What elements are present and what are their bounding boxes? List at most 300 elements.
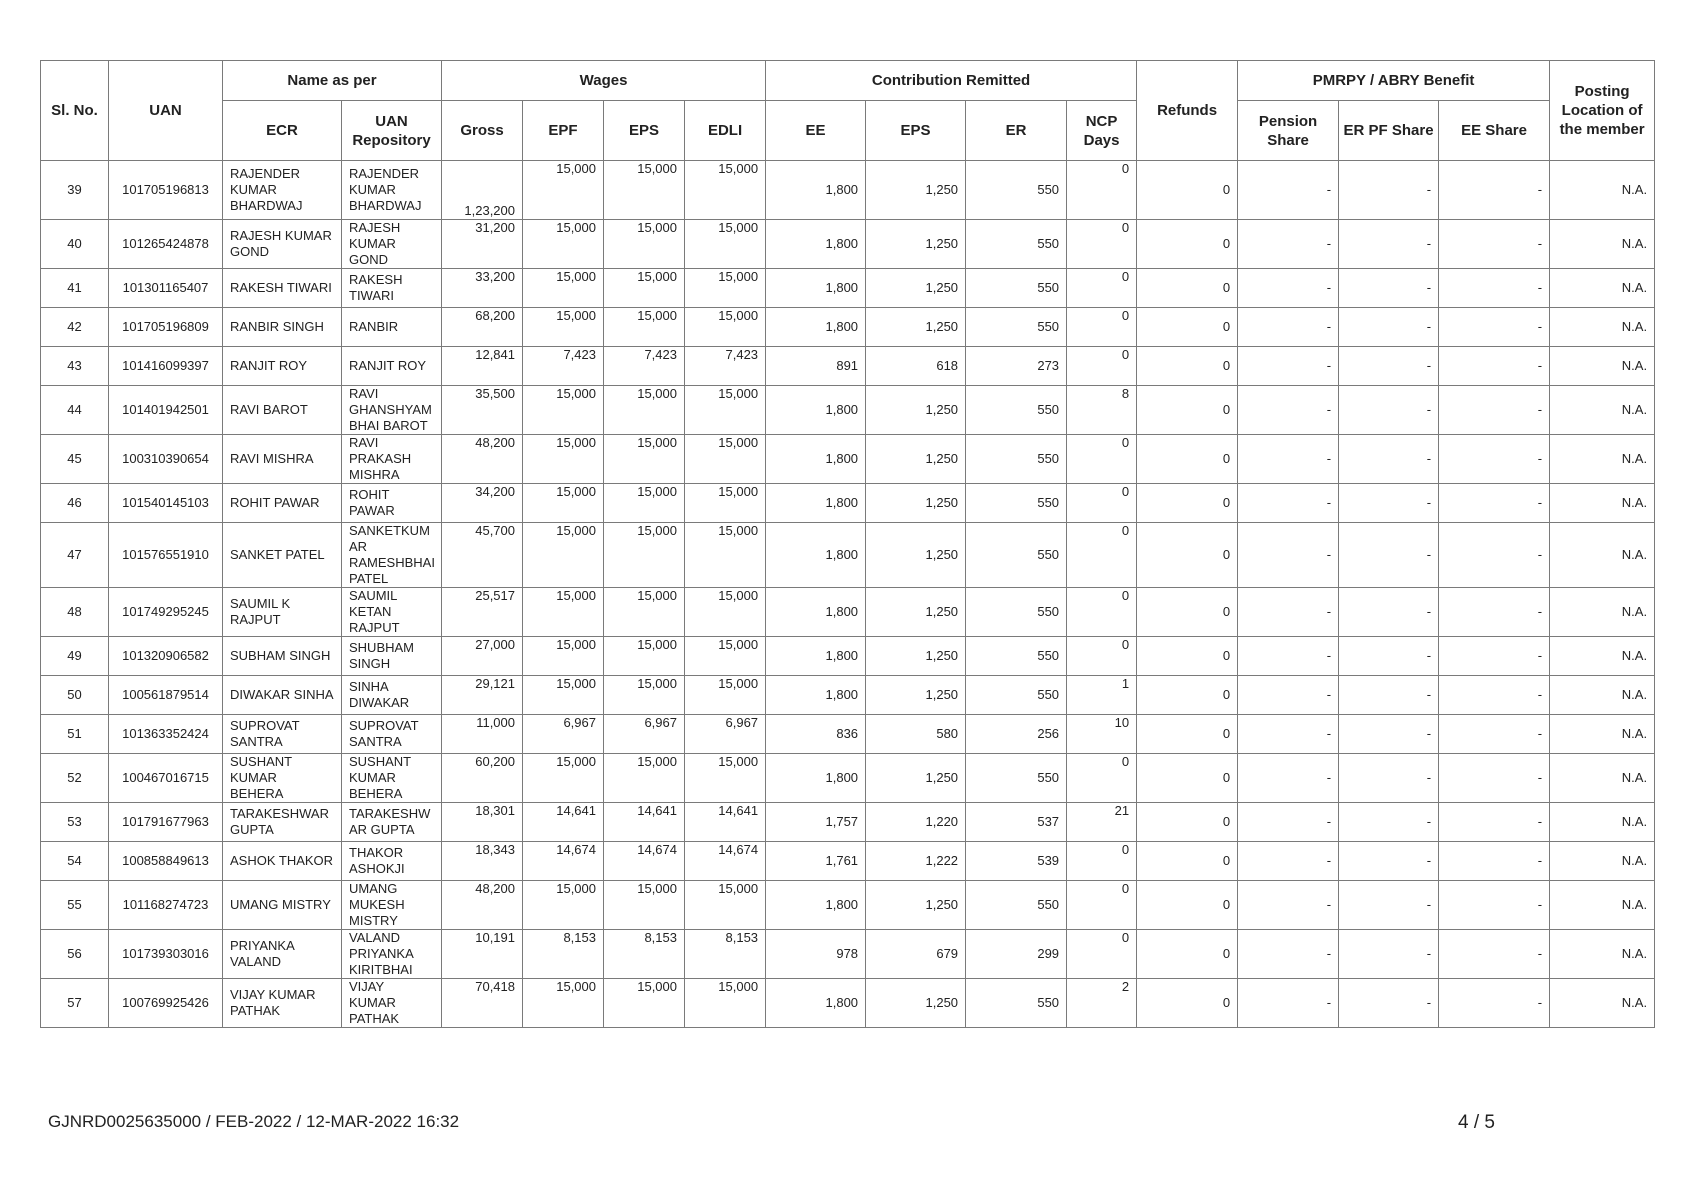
cell-er-pf-share: - [1339, 930, 1439, 979]
cell-edli: 15,000 [685, 523, 766, 588]
cell-refunds: 0 [1137, 754, 1238, 803]
cell-sl-no: 46 [41, 484, 109, 523]
col-er-pf-share: ER PF Share [1339, 101, 1439, 161]
cell-eps-contribution: 1,250 [866, 754, 966, 803]
cell-er-pf-share: - [1339, 435, 1439, 484]
cell-epf: 15,000 [523, 588, 604, 637]
cell-eps: 15,000 [604, 754, 685, 803]
cell-sl-no: 39 [41, 161, 109, 220]
cell-sl-no: 56 [41, 930, 109, 979]
cell-pension-share: - [1238, 588, 1339, 637]
cell-uan: 101749295245 [109, 588, 223, 637]
cell-eps: 15,000 [604, 386, 685, 435]
col-eps-contribution: EPS [866, 101, 966, 161]
cell-posting-location: N.A. [1550, 881, 1655, 930]
cell-epf: 15,000 [523, 523, 604, 588]
table-row [41, 637, 1655, 676]
cell-er: 550 [966, 588, 1067, 637]
cell-ee: 1,800 [766, 161, 866, 220]
cell-sl-no: 53 [41, 803, 109, 842]
cell-eps-contribution: 1,250 [866, 220, 966, 269]
cell-pension-share: - [1238, 435, 1339, 484]
cell-edli: 14,674 [685, 842, 766, 881]
cell-uan: 101320906582 [109, 637, 223, 676]
cell-epf: 7,423 [523, 347, 604, 386]
cell-refunds: 0 [1137, 676, 1238, 715]
table-row [41, 930, 1655, 979]
cell-edli: 15,000 [685, 588, 766, 637]
cell-ee-share: - [1439, 347, 1550, 386]
cell-er-pf-share: - [1339, 308, 1439, 347]
cell-edli: 15,000 [685, 881, 766, 930]
cell-er: 537 [966, 803, 1067, 842]
cell-pension-share: - [1238, 930, 1339, 979]
cell-edli: 6,967 [685, 715, 766, 754]
cell-posting-location: N.A. [1550, 754, 1655, 803]
table-row [41, 715, 1655, 754]
cell-pension-share: - [1238, 979, 1339, 1028]
cell-uan: 100858849613 [109, 842, 223, 881]
cell-pension-share: - [1238, 881, 1339, 930]
cell-eps-contribution: 679 [866, 930, 966, 979]
cell-epf: 15,000 [523, 220, 604, 269]
cell-uan: 100467016715 [109, 754, 223, 803]
cell-sl-no: 50 [41, 676, 109, 715]
cell-posting-location: N.A. [1550, 523, 1655, 588]
cell-sl-no: 52 [41, 754, 109, 803]
cell-er: 550 [966, 435, 1067, 484]
cell-epf: 15,000 [523, 308, 604, 347]
cell-ee-share: - [1439, 979, 1550, 1028]
cell-refunds: 0 [1137, 161, 1238, 220]
table-row [41, 842, 1655, 881]
cell-epf: 15,000 [523, 269, 604, 308]
cell-ncp-days: 0 [1067, 484, 1137, 523]
cell-er-pf-share: - [1339, 588, 1439, 637]
cell-uan-repository-name: SAUMIL KETAN RAJPUT [342, 588, 442, 637]
cell-ecr-name: DIWAKAR SINHA [223, 676, 342, 715]
cell-er-pf-share: - [1339, 881, 1439, 930]
cell-ncp-days: 10 [1067, 715, 1137, 754]
cell-uan-repository-name: SHUBHAM SINGH [342, 637, 442, 676]
cell-refunds: 0 [1137, 637, 1238, 676]
cell-ecr-name: SANKET PATEL [223, 523, 342, 588]
cell-gross: 27,000 [442, 637, 523, 676]
col-posting-location: Posting Location of the member [1550, 61, 1655, 161]
cell-er: 550 [966, 523, 1067, 588]
col-gross: Gross [442, 101, 523, 161]
cell-posting-location: N.A. [1550, 715, 1655, 754]
cell-eps: 14,674 [604, 842, 685, 881]
cell-uan-repository-name: VIJAY KUMAR PATHAK [342, 979, 442, 1028]
cell-eps: 15,000 [604, 161, 685, 220]
cell-ncp-days: 0 [1067, 842, 1137, 881]
cell-uan-repository-name: RAJENDER KUMAR BHARDWAJ [342, 161, 442, 220]
cell-ee: 891 [766, 347, 866, 386]
cell-refunds: 0 [1137, 347, 1238, 386]
cell-eps: 15,000 [604, 269, 685, 308]
table-row [41, 588, 1655, 637]
cell-ee: 1,800 [766, 881, 866, 930]
group-pmrpy-abry: PMRPY / ABRY Benefit [1238, 61, 1550, 101]
cell-ee: 1,800 [766, 754, 866, 803]
cell-uan: 100561879514 [109, 676, 223, 715]
cell-sl-no: 47 [41, 523, 109, 588]
cell-ncp-days: 0 [1067, 637, 1137, 676]
cell-ecr-name: SUSHANT KUMAR BEHERA [223, 754, 342, 803]
cell-edli: 7,423 [685, 347, 766, 386]
cell-ee: 836 [766, 715, 866, 754]
cell-er: 550 [966, 637, 1067, 676]
cell-epf: 14,641 [523, 803, 604, 842]
cell-ee-share: - [1439, 881, 1550, 930]
cell-ee-share: - [1439, 637, 1550, 676]
cell-uan: 101540145103 [109, 484, 223, 523]
cell-sl-no: 42 [41, 308, 109, 347]
cell-pension-share: - [1238, 308, 1339, 347]
cell-gross: 29,121 [442, 676, 523, 715]
cell-eps-contribution: 1,220 [866, 803, 966, 842]
cell-ncp-days: 0 [1067, 881, 1137, 930]
cell-er: 539 [966, 842, 1067, 881]
cell-sl-no: 40 [41, 220, 109, 269]
cell-epf: 15,000 [523, 161, 604, 220]
cell-posting-location: N.A. [1550, 220, 1655, 269]
cell-er: 299 [966, 930, 1067, 979]
header-row-2 [41, 101, 1655, 161]
cell-ecr-name: UMANG MISTRY [223, 881, 342, 930]
cell-edli: 15,000 [685, 676, 766, 715]
cell-ecr-name: RANJIT ROY [223, 347, 342, 386]
cell-er: 550 [966, 979, 1067, 1028]
cell-gross: 48,200 [442, 435, 523, 484]
cell-epf: 15,000 [523, 676, 604, 715]
cell-sl-no: 57 [41, 979, 109, 1028]
cell-uan: 101363352424 [109, 715, 223, 754]
table-body [41, 161, 1655, 1028]
cell-eps: 7,423 [604, 347, 685, 386]
cell-er-pf-share: - [1339, 161, 1439, 220]
cell-ee: 1,800 [766, 979, 866, 1028]
cell-uan-repository-name: ROHIT PAWAR [342, 484, 442, 523]
cell-ecr-name: RAVI BAROT [223, 386, 342, 435]
cell-er-pf-share: - [1339, 347, 1439, 386]
group-wages: Wages [442, 61, 766, 101]
cell-edli: 15,000 [685, 386, 766, 435]
footer-reference: GJNRD0025635000 / FEB-2022 / 12-MAR-2022 16:32 [48, 1112, 460, 1131]
cell-eps-contribution: 1,250 [866, 523, 966, 588]
cell-ncp-days: 0 [1067, 161, 1137, 220]
cell-pension-share: - [1238, 803, 1339, 842]
cell-sl-no: 44 [41, 386, 109, 435]
cell-ee-share: - [1439, 523, 1550, 588]
cell-ee: 1,800 [766, 523, 866, 588]
cell-eps: 15,000 [604, 979, 685, 1028]
cell-uan-repository-name: RAVI PRAKASH MISHRA [342, 435, 442, 484]
cell-ee-share: - [1439, 803, 1550, 842]
cell-edli: 15,000 [685, 269, 766, 308]
cell-uan: 100310390654 [109, 435, 223, 484]
table-row [41, 979, 1655, 1028]
cell-er-pf-share: - [1339, 637, 1439, 676]
cell-edli: 15,000 [685, 484, 766, 523]
cell-er-pf-share: - [1339, 715, 1439, 754]
cell-ee-share: - [1439, 754, 1550, 803]
col-edli: EDLI [685, 101, 766, 161]
cell-epf: 15,000 [523, 637, 604, 676]
cell-pension-share: - [1238, 637, 1339, 676]
cell-ecr-name: SUBHAM SINGH [223, 637, 342, 676]
cell-uan-repository-name: VALAND PRIYANKA KIRITBHAI [342, 930, 442, 979]
cell-epf: 15,000 [523, 979, 604, 1028]
cell-posting-location: N.A. [1550, 930, 1655, 979]
cell-posting-location: N.A. [1550, 435, 1655, 484]
col-ee: EE [766, 101, 866, 161]
cell-ee-share: - [1439, 161, 1550, 220]
cell-posting-location: N.A. [1550, 979, 1655, 1028]
cell-posting-location: N.A. [1550, 637, 1655, 676]
cell-er: 550 [966, 484, 1067, 523]
cell-ecr-name: ASHOK THAKOR [223, 842, 342, 881]
cell-gross: 33,200 [442, 269, 523, 308]
cell-ee: 1,800 [766, 308, 866, 347]
cell-uan-repository-name: TARAKESHW AR GUPTA [342, 803, 442, 842]
cell-er: 550 [966, 881, 1067, 930]
cell-gross: 34,200 [442, 484, 523, 523]
cell-sl-no: 45 [41, 435, 109, 484]
cell-eps-contribution: 1,250 [866, 676, 966, 715]
cell-posting-location: N.A. [1550, 842, 1655, 881]
table-row [41, 386, 1655, 435]
header-row-1 [41, 61, 1655, 101]
cell-ecr-name: SUPROVAT SANTRA [223, 715, 342, 754]
col-er: ER [966, 101, 1067, 161]
cell-epf: 8,153 [523, 930, 604, 979]
cell-gross: 18,301 [442, 803, 523, 842]
cell-pension-share: - [1238, 269, 1339, 308]
cell-eps: 15,000 [604, 523, 685, 588]
cell-posting-location: N.A. [1550, 588, 1655, 637]
cell-eps-contribution: 1,250 [866, 979, 966, 1028]
cell-gross: 48,200 [442, 881, 523, 930]
cell-refunds: 0 [1137, 484, 1238, 523]
cell-gross: 1,23,200 [442, 161, 523, 220]
table-row [41, 484, 1655, 523]
col-sl-no: Sl. No. [41, 61, 109, 161]
cell-eps-contribution: 1,250 [866, 386, 966, 435]
cell-epf: 15,000 [523, 435, 604, 484]
cell-eps: 6,967 [604, 715, 685, 754]
cell-er: 550 [966, 269, 1067, 308]
cell-er-pf-share: - [1339, 676, 1439, 715]
cell-uan: 101301165407 [109, 269, 223, 308]
cell-ee: 978 [766, 930, 866, 979]
cell-sl-no: 55 [41, 881, 109, 930]
table-row [41, 523, 1655, 588]
cell-refunds: 0 [1137, 269, 1238, 308]
cell-eps-contribution: 580 [866, 715, 966, 754]
cell-eps-contribution: 1,250 [866, 269, 966, 308]
cell-ecr-name: RANBIR SINGH [223, 308, 342, 347]
cell-er-pf-share: - [1339, 269, 1439, 308]
cell-ecr-name: RAVI MISHRA [223, 435, 342, 484]
table-row [41, 754, 1655, 803]
col-uan: UAN [109, 61, 223, 161]
cell-refunds: 0 [1137, 435, 1238, 484]
cell-ee-share: - [1439, 435, 1550, 484]
cell-pension-share: - [1238, 347, 1339, 386]
cell-ee: 1,800 [766, 637, 866, 676]
cell-ee: 1,761 [766, 842, 866, 881]
cell-uan: 101576551910 [109, 523, 223, 588]
cell-ecr-name: VIJAY KUMAR PATHAK [223, 979, 342, 1028]
cell-ee-share: - [1439, 220, 1550, 269]
cell-er: 550 [966, 308, 1067, 347]
cell-refunds: 0 [1137, 881, 1238, 930]
cell-uan-repository-name: SUPROVAT SANTRA [342, 715, 442, 754]
cell-ee: 1,800 [766, 435, 866, 484]
cell-uan: 101791677963 [109, 803, 223, 842]
cell-eps: 14,641 [604, 803, 685, 842]
cell-ee: 1,800 [766, 484, 866, 523]
cell-sl-no: 41 [41, 269, 109, 308]
group-contribution-remitted: Contribution Remitted [766, 61, 1137, 101]
cell-eps-contribution: 1,222 [866, 842, 966, 881]
cell-uan-repository-name: THAKOR ASHOKJI [342, 842, 442, 881]
cell-gross: 12,841 [442, 347, 523, 386]
cell-er-pf-share: - [1339, 386, 1439, 435]
cell-ncp-days: 0 [1067, 523, 1137, 588]
cell-ee-share: - [1439, 386, 1550, 435]
cell-gross: 68,200 [442, 308, 523, 347]
cell-ee-share: - [1439, 715, 1550, 754]
cell-ee: 1,800 [766, 220, 866, 269]
cell-uan-repository-name: RANJIT ROY [342, 347, 442, 386]
cell-posting-location: N.A. [1550, 386, 1655, 435]
cell-uan-repository-name: SANKETKUM AR RAMESHBHAI PATEL [342, 523, 442, 588]
cell-eps: 8,153 [604, 930, 685, 979]
cell-gross: 35,500 [442, 386, 523, 435]
cell-edli: 15,000 [685, 637, 766, 676]
cell-pension-share: - [1238, 220, 1339, 269]
cell-gross: 70,418 [442, 979, 523, 1028]
cell-edli: 15,000 [685, 979, 766, 1028]
page-number: 4 / 5 [1458, 1112, 1495, 1133]
cell-edli: 15,000 [685, 308, 766, 347]
cell-posting-location: N.A. [1550, 676, 1655, 715]
cell-uan-repository-name: RAJESH KUMAR GOND [342, 220, 442, 269]
cell-uan: 100769925426 [109, 979, 223, 1028]
ecr-contribution-table [40, 60, 1655, 1028]
cell-er: 550 [966, 220, 1067, 269]
cell-er-pf-share: - [1339, 220, 1439, 269]
cell-uan: 101168274723 [109, 881, 223, 930]
cell-er-pf-share: - [1339, 523, 1439, 588]
cell-eps: 15,000 [604, 588, 685, 637]
table-row [41, 347, 1655, 386]
cell-posting-location: N.A. [1550, 161, 1655, 220]
cell-eps-contribution: 1,250 [866, 308, 966, 347]
cell-ee-share: - [1439, 676, 1550, 715]
cell-ecr-name: RAKESH TIWARI [223, 269, 342, 308]
cell-posting-location: N.A. [1550, 347, 1655, 386]
cell-pension-share: - [1238, 715, 1339, 754]
cell-eps: 15,000 [604, 484, 685, 523]
cell-eps-contribution: 618 [866, 347, 966, 386]
cell-er-pf-share: - [1339, 842, 1439, 881]
cell-ncp-days: 1 [1067, 676, 1137, 715]
cell-uan-repository-name: SINHA DIWAKAR [342, 676, 442, 715]
cell-ee-share: - [1439, 842, 1550, 881]
cell-eps: 15,000 [604, 220, 685, 269]
cell-ecr-name: RAJESH KUMAR GOND [223, 220, 342, 269]
cell-ee-share: - [1439, 588, 1550, 637]
cell-epf: 15,000 [523, 484, 604, 523]
table-row [41, 676, 1655, 715]
cell-eps-contribution: 1,250 [866, 435, 966, 484]
cell-ee: 1,757 [766, 803, 866, 842]
col-refunds: Refunds [1137, 61, 1238, 161]
cell-refunds: 0 [1137, 386, 1238, 435]
cell-refunds: 0 [1137, 523, 1238, 588]
cell-epf: 15,000 [523, 881, 604, 930]
cell-pension-share: - [1238, 161, 1339, 220]
cell-ee: 1,800 [766, 386, 866, 435]
table-row [41, 803, 1655, 842]
cell-posting-location: N.A. [1550, 269, 1655, 308]
cell-eps-contribution: 1,250 [866, 637, 966, 676]
cell-ncp-days: 2 [1067, 979, 1137, 1028]
cell-ee-share: - [1439, 930, 1550, 979]
cell-refunds: 0 [1137, 220, 1238, 269]
cell-pension-share: - [1238, 484, 1339, 523]
cell-ncp-days: 8 [1067, 386, 1137, 435]
cell-er-pf-share: - [1339, 754, 1439, 803]
cell-ecr-name: PRIYANKA VALAND [223, 930, 342, 979]
cell-refunds: 0 [1137, 803, 1238, 842]
cell-sl-no: 43 [41, 347, 109, 386]
cell-er: 550 [966, 386, 1067, 435]
cell-ncp-days: 0 [1067, 588, 1137, 637]
cell-refunds: 0 [1137, 715, 1238, 754]
cell-ncp-days: 0 [1067, 930, 1137, 979]
cell-uan: 101265424878 [109, 220, 223, 269]
cell-refunds: 0 [1137, 842, 1238, 881]
cell-ncp-days: 0 [1067, 435, 1137, 484]
cell-refunds: 0 [1137, 308, 1238, 347]
cell-pension-share: - [1238, 754, 1339, 803]
cell-ee-share: - [1439, 484, 1550, 523]
table-row [41, 161, 1655, 220]
cell-ncp-days: 0 [1067, 347, 1137, 386]
table-row [41, 435, 1655, 484]
cell-uan: 101401942501 [109, 386, 223, 435]
cell-posting-location: N.A. [1550, 308, 1655, 347]
cell-refunds: 0 [1137, 930, 1238, 979]
table-row [41, 308, 1655, 347]
cell-ee: 1,800 [766, 269, 866, 308]
cell-sl-no: 49 [41, 637, 109, 676]
cell-er-pf-share: - [1339, 803, 1439, 842]
cell-sl-no: 51 [41, 715, 109, 754]
cell-epf: 15,000 [523, 386, 604, 435]
cell-uan-repository-name: SUSHANT KUMAR BEHERA [342, 754, 442, 803]
table-row [41, 881, 1655, 930]
cell-gross: 10,191 [442, 930, 523, 979]
cell-refunds: 0 [1137, 588, 1238, 637]
col-uan-repository: UAN Repository [342, 101, 442, 161]
cell-eps: 15,000 [604, 435, 685, 484]
